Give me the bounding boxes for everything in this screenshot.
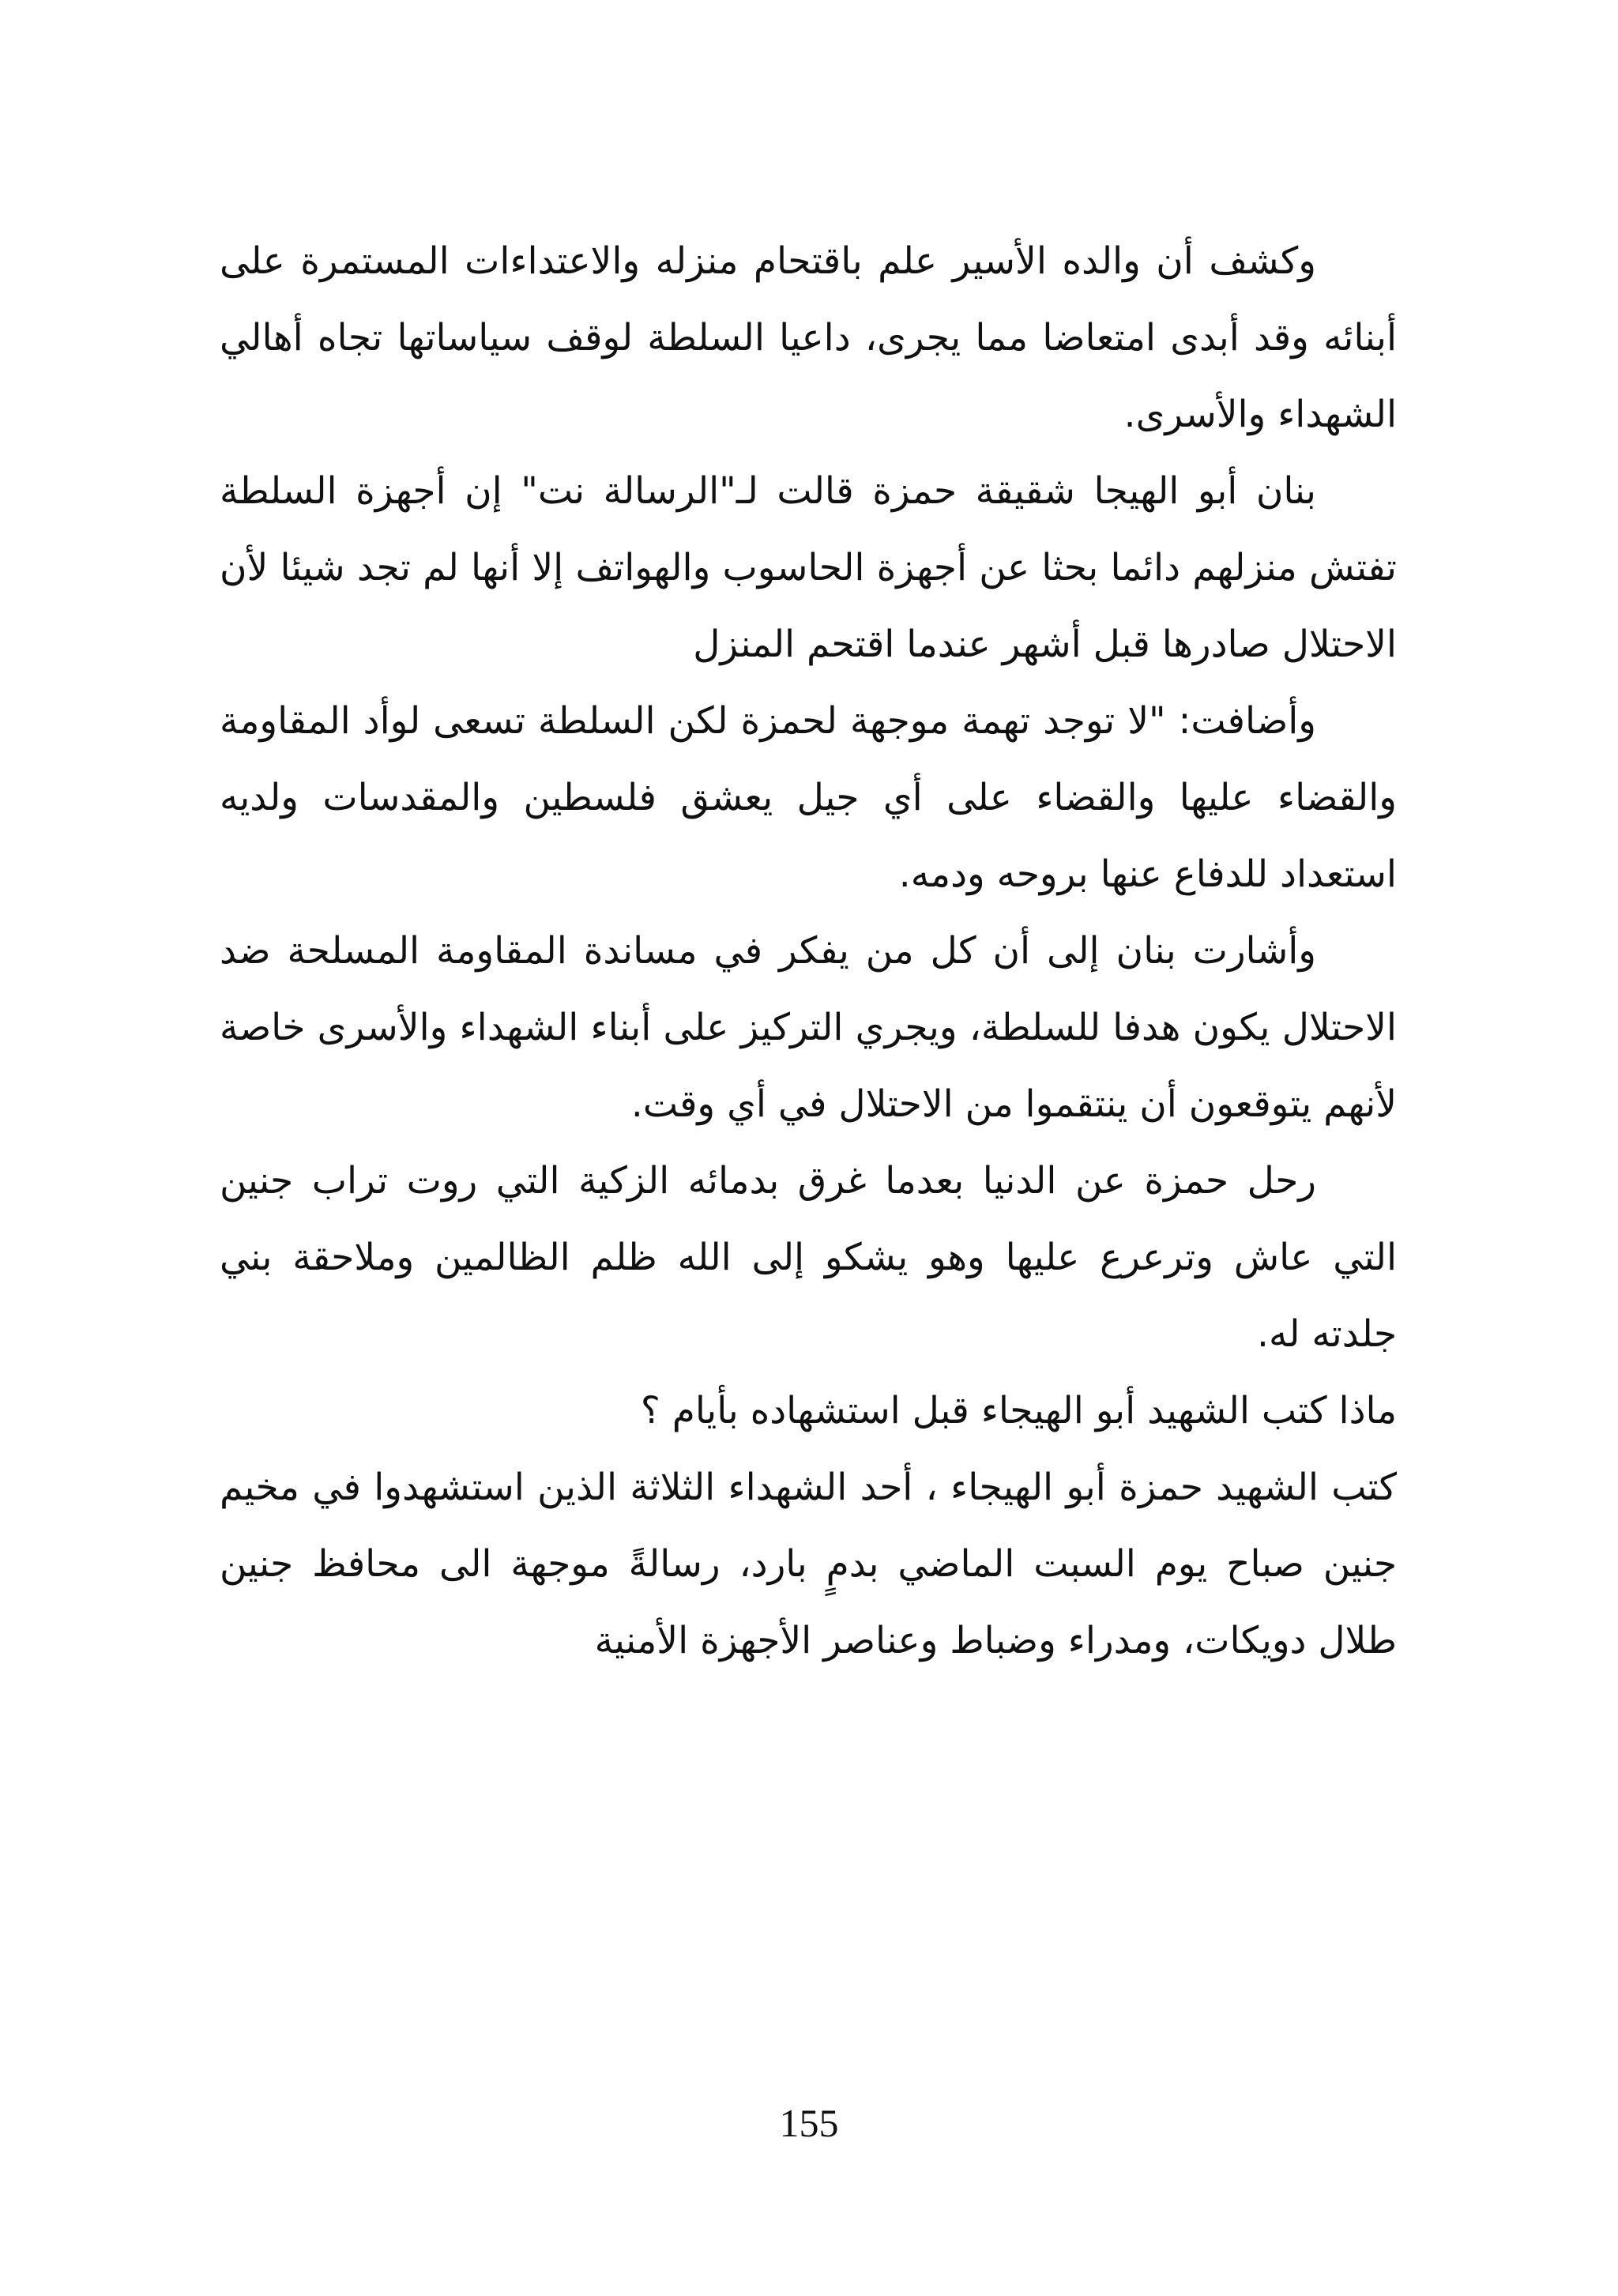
paragraph-6: كتب الشهيد حمزة أبو الهيجاء ، أحد الشهداء الثلاثة الذين استشهدوا في مخيم جنين صباح يوم السبت الماضي بدمٍ بارد، رسالةً موجهة الى محافظ جنين طلال دويكات، ومدراء وضباط وعناصر الأجهزة الأمنية — [220, 1466, 1397, 1662]
paragraph-5: رحل حمزة عن الدنيا بعدما غرق بدمائه الزكية التي روت تراب جنين التي عاش وترعرع عليها وهو يشكو إلى الله ظلم الظالمين وملاحقة بني جلدته له. — [220, 1159, 1397, 1356]
paragraph-1: وكشف أن والده الأسير علم باقتحام منزله والاعتداءات المستمرة على أبنائه وقد أبدى امتعاضا مما يجرى، داعيا السلطة لوقف سياساتها تجاه أهالي الشهداء والأسرى. — [220, 239, 1397, 436]
paragraph-3: وأضافت: "لا توجد تهمة موجهة لحمزة لكن السلطة تسعى لوأد المقاومة والقضاء عليها والقضاء على أي جيل يعشق فلسطين والمقدسات ولديه استعداد للدفاع عنها بروحه ودمه. — [220, 699, 1397, 896]
paragraph-4: وأشارت بنان إلى أن كل من يفكر في مساندة المقاومة المسلحة ضد الاحتلال يكون هدفا للسلطة، ويجري التركيز على أبناء الشهداء والأسرى خاصة لأنهم يتوقعون أن ينتقموا من الاحتلال في أي وقت. — [220, 929, 1397, 1126]
body-text — [220, 223, 1397, 1679]
page-number: 155 — [779, 2101, 839, 2145]
paragraph-2: بنان أبو الهيجا شقيقة حمزة قالت لـ"الرسالة نت" إن أجهزة السلطة تفتش منزلهم دائما بحثا عن أجهزة الحاسوب والهواتف إلا أنها لم تجد شيئا لأن الاحتلال صادرها قبل أشهر عندما اقتحم المنزل — [220, 469, 1397, 666]
section-question: ماذا كتب الشهيد أبو الهيجاء قبل استشهاده بأيام ؟ — [640, 1389, 1397, 1432]
